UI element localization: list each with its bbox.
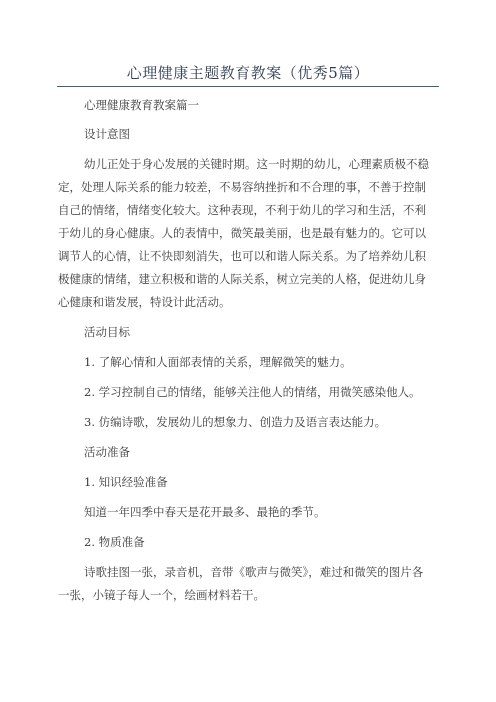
goal-item: 2. 学习控制自己的情绪，能够关注他人的情绪，用微笑感染他人。 bbox=[84, 385, 421, 399]
design-heading: 设计意图 bbox=[84, 127, 130, 141]
design-paragraph-line: 幼儿正处于身心发展的关键时期。这一时期的幼儿，心理素质极不稳 bbox=[84, 157, 429, 171]
prep-heading: 活动准备 bbox=[84, 445, 130, 459]
design-paragraph-line: 心健康和谐发展，特设计此活动。 bbox=[58, 295, 231, 309]
prep-1-heading: 1. 知识经验准备 bbox=[84, 475, 168, 489]
design-paragraph-line: 于幼儿的身心健康。人的表情中，微笑最美丽，也是最有魅力的。它可以 bbox=[58, 226, 426, 240]
goal-item: 3. 仿编诗歌，发展幼儿的想象力、创造力及语言表达能力。 bbox=[84, 415, 387, 429]
design-paragraph-line: 调节人的心情，让不快即刻消失，也可以和谐人际关系。为了培养幼儿积 bbox=[58, 249, 426, 263]
design-paragraph-line: 定，处理人际关系的能力较差，不易容纳挫折和不合理的事，不善于控制 bbox=[58, 180, 426, 194]
goal-item: 1. 了解心情和人面部表情的关系，理解微笑的魅力。 bbox=[84, 355, 352, 369]
section-heading: 心理健康教育教案篇一 bbox=[84, 98, 199, 112]
prep-2-text-line: 诗歌挂图一张，录音机，音带《歌声与微笑》，难过和微笑的图片各 bbox=[84, 565, 424, 579]
prep-2-text-line: 一张，小镜子每人一个，绘画材料若干。 bbox=[58, 588, 265, 602]
prep-2-heading: 2. 物质准备 bbox=[84, 535, 145, 549]
design-paragraph-line: 自己的情绪，情绪变化较大。这种表现，不利于幼儿的学习和生活，不利 bbox=[58, 203, 426, 217]
title-divider bbox=[57, 86, 439, 87]
goals-heading: 活动目标 bbox=[84, 325, 130, 339]
document-title: 心理健康主题教育教案（优秀5篇） bbox=[126, 64, 370, 82]
design-paragraph-line: 极健康的情绪，建立积极和谐的人际关系，树立完美的人格，促进幼儿身 bbox=[58, 272, 426, 286]
prep-1-text: 知道一年四季中春天是花开最多、最艳的季节。 bbox=[84, 505, 326, 519]
